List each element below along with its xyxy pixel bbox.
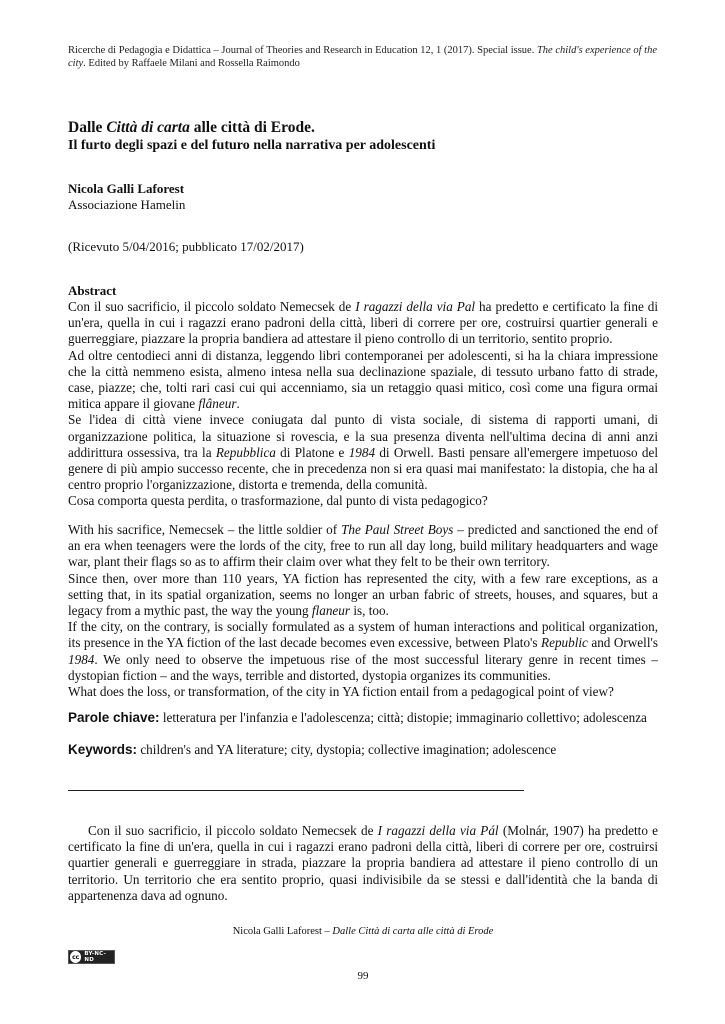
page-number: 99 bbox=[357, 970, 369, 982]
received-published-dates: (Ricevuto 5/04/2016; pubblicato 17/02/2017) bbox=[68, 239, 304, 254]
author-block bbox=[68, 181, 185, 213]
abstract-en-paragraph: If the city, on the contrary, is socially formulated as a system of human interactions and political organization, its presence in the YA fiction of the last decade becomes even excessive, between Plato's Republic and Orwell's 1984. We only need to observe the impetuous rise of the most successful literary genre in recent times – dystopian fiction – and the ways, terrible and distorted, dystopia organizes its communities. bbox=[68, 619, 658, 683]
author-name: Nicola Galli Laforest bbox=[68, 181, 185, 196]
abstract-it-paragraph: Cosa comporta questa perdita, o trasformazione, dal punto di vista pedagogico? bbox=[68, 493, 488, 509]
keywords-it-label: Parole chiave: bbox=[68, 710, 160, 725]
section-divider bbox=[68, 790, 524, 791]
footer-running-title: Nicola Galli Laforest – Dalle Città di carta alle città di Erode bbox=[232, 926, 494, 937]
cc-license-text: BY-NC-ND bbox=[84, 951, 106, 963]
abstract-it-paragraph: Ad oltre centodieci anni di distanza, leggendo libri contemporanei per adolescenti, si ha la chiara impressione che la città nemmeno esista, almeno intesa nella sua declinazione spaziale, di tessuto urbano fatto di strade, case, piazze; che, tolti rari casi cui qui accenniamo, sia un retaggio quasi mitico, così come una figura ormai mitica appare il giovane flâneur. bbox=[68, 347, 658, 412]
cc-license-badge bbox=[68, 950, 115, 964]
journal-citation: Ricerche di Pedagogia e Didattica – Journal of Theories and Research in Education 12, 1 (2017). Special issue. bbox=[68, 45, 537, 56]
body-paragraph: Con il suo sacrificio, il piccolo soldato Nemecsek de I ragazzi della via Pál (Molnár, 1907) ha predetto e certificato la fine di un'era, quella in cui i ragazzi erano padroni della città, liberi di correre per ore, costruirsi quartier generali e guerreggiare in strada, piazzare la propria bandiera ad attestare il pieno controllo di un territorio. Un territorio che era sentito proprio, quasi indivisibile da se stessi e dall'identità che la banda di appartenenza dava ad ognuno. bbox=[68, 823, 659, 903]
keywords-english bbox=[68, 742, 658, 758]
paper-title: Dalle Città di carta alle città di Erode. bbox=[68, 119, 315, 136]
abstract-en-paragraph: What does the loss, or transformation, of the city in YA fiction entail from a pedagogical point of view? bbox=[68, 684, 614, 700]
special-issue-title: The child's experience of the city bbox=[68, 45, 658, 69]
journal-header bbox=[68, 44, 658, 70]
author-affiliation: Associazione Hamelin bbox=[68, 197, 186, 212]
keywords-it-text: letteratura per l'infanzia e l'adolescenza; città; distopie; immaginario collettivo; adolescenza bbox=[159, 710, 647, 725]
keywords-en-label: Keywords: bbox=[68, 742, 138, 757]
paper-subtitle: Il furto degli spazi e del futuro nella narrativa per adolescenti bbox=[68, 138, 436, 153]
keywords-italian bbox=[68, 710, 658, 726]
abstract-it-paragraph: Con il suo sacrificio, il piccolo soldato Nemecsek de I ragazzi della via Pal ha predetto e certificato la fine di un'era, quella in cui i ragazzi erano padroni della città, liberi di correre per ore, costruirsi quartier generali e guerreggiare, piazzare la propria bandiera ad attestare il pieno controllo di un territorio, sentito proprio. bbox=[68, 299, 659, 347]
abstract-it-paragraph: Se l'idea di città viene invece coniugata dal punto di vista sociale, di sistema di rapporti umani, di organizzazione politica, la situazione si rovescia, e la sua presenza diventa nell'ultima decina di anni anzi addirittura ossessiva, tra la Repubblica di Platone e 1984 di Orwell. Basti pensare all'emergere impetuoso del genere di più ampio successo recente, che in precedenza non si era quasi mai manifestato: la distopia, che ha al centro proprio l'organizzazione, distorta e tremenda, della comunità. bbox=[68, 412, 658, 493]
abstract-english bbox=[68, 522, 658, 700]
abstract-en-paragraph: With his sacrifice, Nemecsek – the little soldier of The Paul Street Boys – predicted and sanctioned the end of an era when teenagers were the lords of the city, free to run all day long, build military headquarters and wage war, plant their flags so as to affirm their claim over what they felt to be their own territory. bbox=[68, 522, 658, 570]
abstract-heading: Abstract bbox=[68, 283, 117, 298]
title-block bbox=[68, 118, 658, 154]
keywords-en-text: children's and YA literature; city, dystopia; collective imagination; adolescence bbox=[137, 742, 557, 757]
cc-icon: cc bbox=[70, 951, 81, 963]
abstract-section bbox=[68, 283, 658, 510]
editors: . Edited by Raffaele Milani and Rossella Raimondo bbox=[83, 58, 300, 69]
abstract-en-paragraph: Since then, over more than 110 years, YA fiction has represented the city, with a few rare exceptions, as a setting that, in its spatial organization, seems no longer an urban fabric of streets, houses, and squares, but a legacy from a mythic past, the way the young flaneur is, too. bbox=[68, 570, 658, 619]
